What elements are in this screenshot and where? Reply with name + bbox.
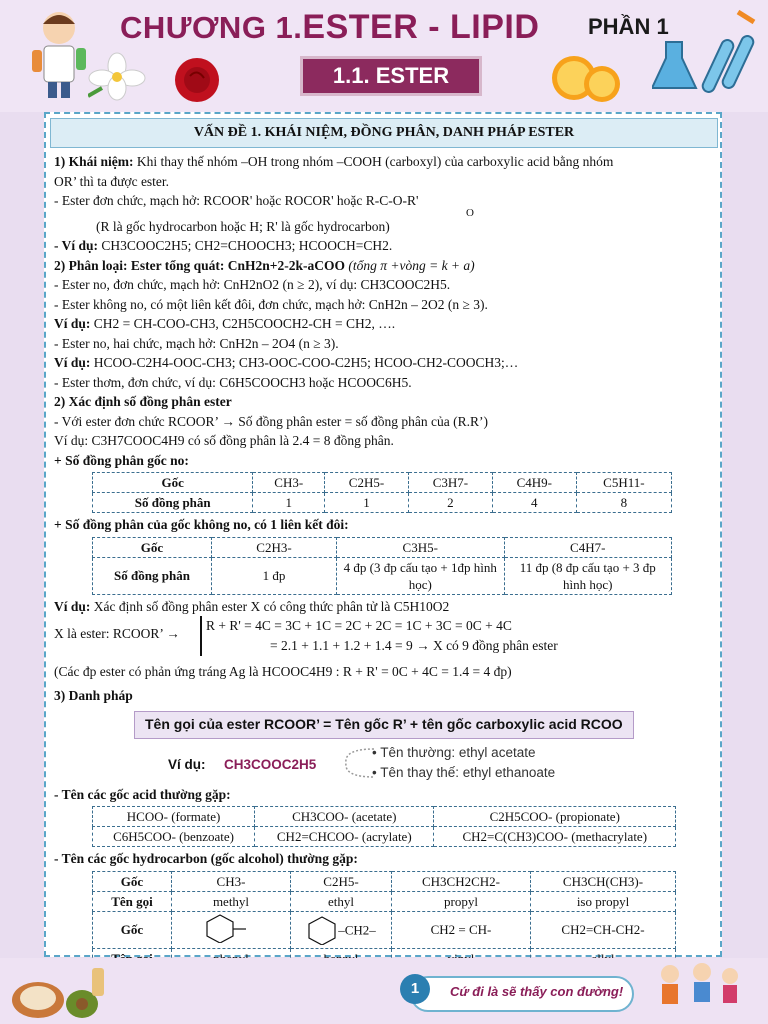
table-cell: Gốc [93,537,212,557]
example-text: CH2 = CH-COO-CH3, C2H5COOCH2-CH = CH2, …. [90,316,396,331]
table-cell: propyl [392,891,531,911]
ester-general-text: - Ester đơn chức, mạch hở: RCOOR' hoặc ROCOR' hoặc R-C-O-R' [54,193,419,208]
table-cell: ethyl [291,891,392,911]
table-row [93,871,676,891]
concept-line-1 [54,152,716,172]
topic-title: VẤN ĐỀ 1. KHÁI NIỆM, ĐỒNG PHÂN, DANH PHÁP ESTER [50,118,718,148]
table-cell: Gốc [93,473,253,493]
table-cell: CH3CH(CH3)- [531,871,676,891]
example-label: Ví dụ: [54,316,91,331]
naming-example [54,741,716,785]
common-name: • Tên thường: ethyl acetate [372,744,536,760]
class-line-4: - Ester thơm, đơn chức, ví dụ: C6H5COOCH3 hoặc HCOOC6H5. [54,374,412,390]
table-cell: methyl [172,891,291,911]
table-cell: iso propyl [531,891,676,911]
table-cell: HCOO- (formate) [93,807,255,827]
hydrocarbon-radicals-heading: - Tên các gốc hydrocarbon (gốc alcohol) thường gặp: [54,851,358,866]
chapter-prefix: CHƯƠNG 1. [120,10,303,45]
concept-text: Khi thay thế nhóm –OH trong nhóm –COOH (carboxyl) của carboxylic acid bằng nhóm [133,154,614,169]
example-label: - Ví dụ: [54,238,99,253]
hydrocarbon-radicals-table [92,871,676,969]
concept-line-2: OR’ thì ta được ester. [54,173,170,189]
table-cell: Gốc [93,911,172,948]
concept-heading: 1) Khái niệm: [54,154,134,169]
calc-line-2: = 2.1 + 1.1 + 1.2 + 1.4 = 9 → X có 9 đồng phân ester [270,638,558,653]
table-cell: C6H5COO- (benzoate) [93,827,255,847]
table-row [93,911,676,948]
example-label: Ví dụ: [54,598,91,614]
unsaturated-heading: + Số đồng phân của gốc không no, có 1 liên kết đôi: [54,517,349,532]
calc-line-1: R + R' = 4C = 3C + 1C = 2C + 2C = 1C + 3C = 0C + 4C [206,618,512,633]
benzene-ring-icon [306,915,338,945]
table-cell: CH3- [172,871,291,891]
table-row [93,827,676,847]
class-line-3: - Ester no, hai chức, mạch hở: CnH2n – 2O4 (n ≥ 3). [54,335,339,351]
table-cell: CH2=C(CH3)COO- (methacrylate) [434,827,676,847]
table-cell: C5H11- [576,473,671,493]
example-text: HCOO-C2H4-OOC-CH3; CH3-OOC-COO-C2H5; HCOO-CH2-COOCH3;… [90,355,519,370]
table-cell: 4 [492,493,576,513]
saturated-isomer-table [92,472,672,513]
table-row [93,807,676,827]
ester-general-line [54,191,716,219]
red-rose-icon [162,54,232,108]
carbonyl-oxygen: O [466,207,474,219]
phenyl-structure-cell [172,911,291,948]
example-label: Ví dụ: [54,355,91,370]
saturated-heading: + Số đồng phân gốc no: [54,452,189,468]
table-row [93,537,672,557]
table-cell: 4 đp (3 đp cấu tạo + 1đp hình học) [337,557,505,594]
table-row [93,891,676,911]
chapter-name: ESTER - LIPID [302,8,540,46]
page-footer [0,958,768,1024]
table-cell: CH3- [253,473,325,493]
slogan-text: Cứ đi là sẽ thấy con đường! [450,984,624,999]
example-2 [54,314,716,334]
class-line-2: - Ester không no, có một liên kết đôi, đơn chức, mạch hở: CnH2n – 2O2 (n ≥ 3). [54,296,488,312]
isomer-rule: - Với ester đơn chức RCOOR’ → Số đồng phân ester = số đồng phân của (R.R’) [54,413,489,429]
table-cell: 1 [325,493,409,513]
classification-text: 2) Phân loại: Ester tổng quát: CnH2n+2-2k-aCOO [54,257,345,273]
table-cell: C2H5COO- (propionate) [434,807,676,827]
benzyl-structure-cell [291,911,392,948]
example-1 [54,236,716,256]
table-cell: CH2=CH-CH2- [531,911,676,948]
table-row [93,493,672,513]
unsaturated-isomer-table [92,537,672,595]
silver-mirror-note: (Các đp ester có phản ứng tráng Ag là HCOOC4H9 : R + R' = 0C + 4C = 1.4 = 4 đp) [54,664,512,679]
table-cell: CH3COO- (acetate) [255,807,434,827]
calc-label: X là ester: RCOOR’ → [54,626,180,641]
acid-radicals-table [92,806,676,847]
table-cell: C2H5- [291,871,392,891]
orange-slices-icon [548,50,628,106]
scientist-mascot-icon [24,6,94,102]
white-flower-icon [88,52,146,102]
example-4 [54,597,716,617]
naming-rule [134,711,716,739]
example-3 [54,353,716,373]
table-cell: Gốc [93,871,172,891]
naming-rule-box: Tên gọi của ester RCOOR’ = Tên gốc R’ + tên gốc carboxylic acid RCOO [134,711,634,739]
content-body [54,152,716,971]
table-cell: C2H5- [325,473,409,493]
page-number: 1 [400,974,430,1004]
table-cell: Số đồng phân [93,493,253,513]
table-cell: Tên gọi [93,891,172,911]
food-items-icon [8,960,108,1022]
table-cell: CH2 = CH- [392,911,531,948]
table-cell: CH2=CHCOO- (acrylate) [255,827,434,847]
ester-note: (R là gốc hydrocarbon hoặc H; R' là gốc hydrocarbon) [96,218,390,234]
nomenclature-heading: 3) Danh pháp [54,687,133,703]
table-cell: 1 đp [212,557,337,594]
example-text: CH3COOC2H5; CH2=CHOOCH3; HCOOCH=CH2. [98,238,393,253]
page-header [0,0,768,112]
table-cell: Số đồng phân [93,557,212,594]
table-cell: C3H7- [408,473,492,493]
benzyl-chain: –CH2– [338,922,376,937]
table-cell: C4H9- [492,473,576,493]
content-page [44,112,722,957]
table-cell: C3H5- [337,537,505,557]
example-formula: CH3COOC2H5 [224,756,317,772]
isomer-calculation [54,616,716,656]
table-cell: CH3CH2CH2- [392,871,531,891]
example-label: Ví dụ: [168,756,206,772]
class-line-1: - Ester no, đơn chức, mạch hở: CnH2nO2 (n ≥ 2), ví dụ: CH3COOC2H5. [54,277,451,292]
table-cell: 1 [253,493,325,513]
kids-running-icon [646,962,746,1020]
classification-heading [54,256,716,276]
chapter-title [120,8,539,47]
table-cell: 11 đp (8 đp cấu tạo + 3 đp hình học) [504,557,672,594]
table-cell: 8 [576,493,671,513]
table-cell: C2H3- [212,537,337,557]
lab-flasks-icon [652,8,760,100]
section-title: 1.1. ESTER [300,56,482,96]
isomer-example: Ví dụ: C3H7COOC4H9 có số đồng phân là 2.4 = 8 đồng phân. [54,433,394,448]
example-text: Xác định số đồng phân ester X có công thức phân tử là C5H10O2 [90,598,450,614]
benzene-ring-icon [196,913,266,943]
acid-radicals-heading: - Tên các gốc acid thường gặp: [54,786,231,802]
calc-bracket [200,616,202,656]
table-cell: C4H7- [504,537,672,557]
part-label: PHẦN 1 [588,14,669,39]
substitutive-name: • Tên thay thế: ethyl ethanoate [372,764,556,780]
table-row [93,473,672,493]
table-cell: 2 [408,493,492,513]
isomer-heading: 2) Xác định số đồng phân ester [54,394,232,409]
classification-note: (tổng π +vòng = k + a) [344,257,475,273]
table-row [93,557,672,594]
